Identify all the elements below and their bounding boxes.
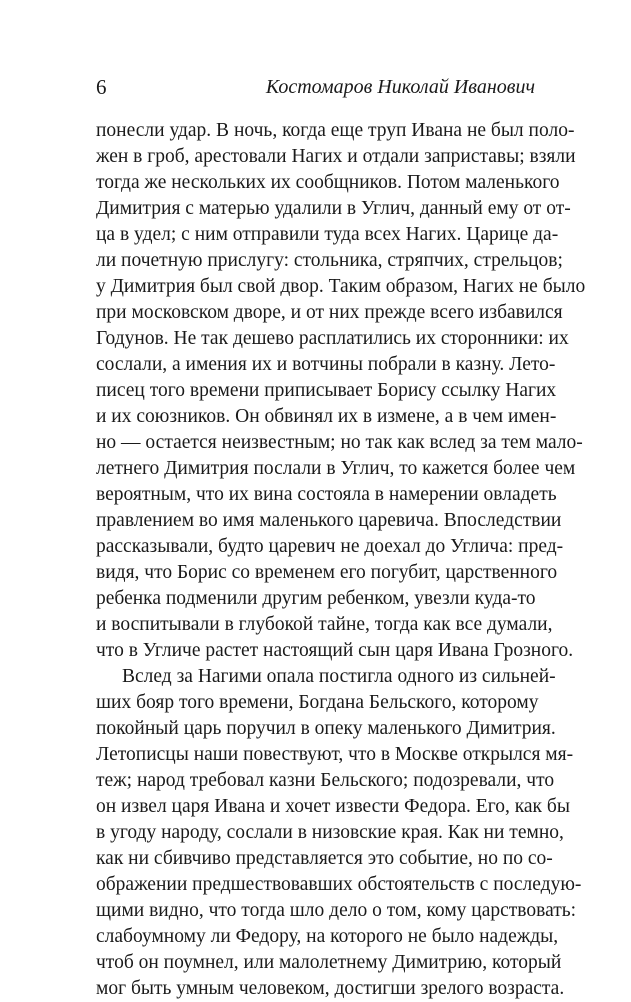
text-line: в угоду народу, сослали в низовские края. Как ни темно, bbox=[96, 822, 564, 843]
text-line: щими видно, что тогда шло дело о том, кому царствовать: bbox=[96, 900, 577, 921]
page-number: 6 bbox=[96, 75, 107, 99]
text-line: при московском дворе, и от них прежде всего избавился bbox=[96, 302, 563, 323]
text-line: ших бояр того времени, Богдана Бельского, которому bbox=[96, 692, 539, 713]
paragraph bbox=[96, 664, 582, 1002]
text-line: ца в удел; с ним отправили туда всех Нагих. Царице да- bbox=[96, 224, 559, 245]
text-line: чтоб он поумнел, или малолетнему Димитрию, который bbox=[96, 952, 562, 973]
text-line: правлением во имя маленького царевича. Впоследствии bbox=[96, 510, 562, 531]
text-line: у Димитрия был свой двор. Таким образом, Нагих не было bbox=[96, 276, 586, 297]
running-head bbox=[96, 72, 535, 102]
body-text bbox=[96, 118, 586, 1002]
text-line: ображении предшествовавших обстоятельств с последую- bbox=[96, 874, 582, 895]
text-line: как ни сбивчиво представляется это событие, но по со- bbox=[96, 848, 553, 869]
text-line: ребенка подменили другим ребенком, увезли куда-то bbox=[96, 588, 536, 609]
text-line: летнего Димитрия послали в Углич, то кажется более чем bbox=[96, 458, 576, 479]
text-line: мог быть умным человеком, достигши зрелого возраста. bbox=[96, 978, 565, 999]
text-line: что в Угличе растет настоящий сын царя Ивана Грозного. bbox=[96, 640, 574, 661]
text-line: он извел царя Ивана и хочет извести Федора. Его, как бы bbox=[96, 796, 570, 817]
text-line: писец того времени приписывает Борису ссылку Нагих bbox=[96, 380, 557, 401]
text-line: слабоумному ли Федору, на которого не было надежды, bbox=[96, 926, 559, 947]
text-line: Летописцы наши повествуют, что в Москве открылся мя- bbox=[96, 744, 574, 765]
text-line: жен в гроб, арестовали Нагих и отдали заприставы; взяли bbox=[96, 146, 576, 167]
text-line: понесли удар. В ночь, когда еще труп Ивана не был поло- bbox=[96, 120, 575, 141]
text-line: но — остается неизвестным; но так как вслед за тем мало- bbox=[96, 432, 583, 453]
text-line: ли почетную прислугу: стольника, стряпчих, стрельцов; bbox=[96, 250, 563, 271]
paragraph bbox=[96, 118, 586, 664]
text-line: сослали, а имения их и вотчины побрали в казну. Лето- bbox=[96, 354, 556, 375]
text-line: и их союзников. Он обвинял их в измене, а в чем имен- bbox=[96, 406, 557, 427]
text-line: Димитрия с матерью удалили в Углич, данный ему от от- bbox=[96, 198, 571, 219]
text-line: тогда же нескольких их сообщников. Потом маленького bbox=[96, 172, 560, 193]
text-line: вероятным, что их вина состояла в намерении овладеть bbox=[96, 484, 557, 505]
text-line: видя, что Борис со временем его погубит, царственного bbox=[96, 562, 558, 583]
text-line: рассказывали, будто царевич не доехал до Углича: пред- bbox=[96, 536, 564, 557]
text-line: и воспитывали в глубокой тайне, тогда как все думали, bbox=[96, 614, 553, 635]
text-line: покойный царь поручил в опеку маленького Димитрия. bbox=[96, 718, 556, 739]
text-line: Вслед за Нагими опала постигла одного из сильней- bbox=[122, 666, 556, 687]
running-title: Костомаров Николай Иванович bbox=[265, 76, 535, 98]
text-line: теж; народ требовал казни Бельского; подозревали, что bbox=[96, 770, 555, 791]
text-line: Годунов. Не так дешево расплатились их сторонники: их bbox=[96, 328, 569, 349]
